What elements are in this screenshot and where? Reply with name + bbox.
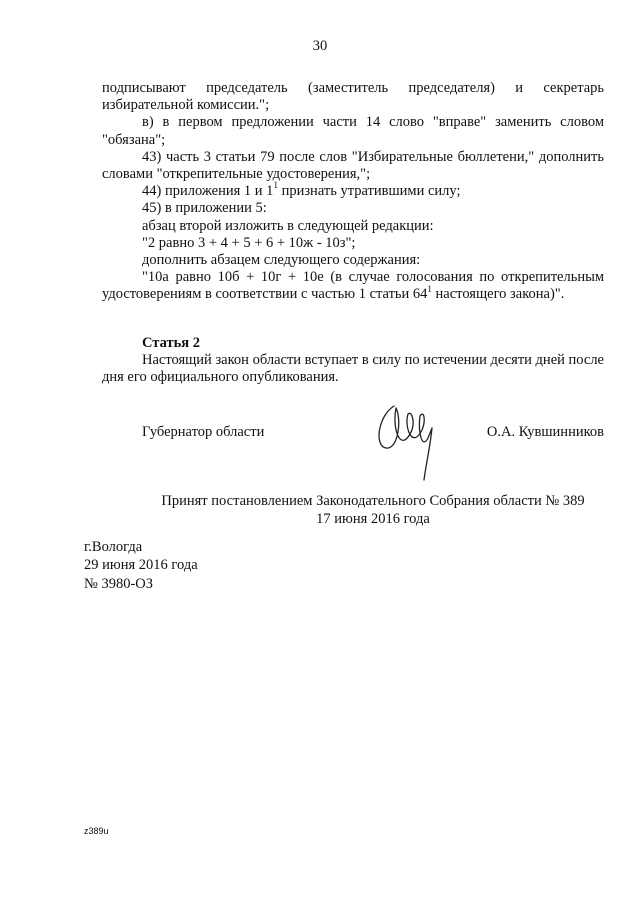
adoption-date: 17 июня 2016 года bbox=[316, 511, 430, 527]
signatory-name: О.А. Кувшинников bbox=[486, 424, 604, 440]
item-44-text-end: признать утратившими силу; bbox=[277, 183, 461, 200]
paragraph-par2-text: "2 равно 3 + 4 + 5 + 6 + 10ж - 10з"; bbox=[142, 234, 356, 251]
law-date: 29 июня 2016 года bbox=[84, 557, 198, 574]
paragraph-item-45: 45) в приложении 5: bbox=[142, 200, 267, 217]
add-superscript: 1 bbox=[427, 283, 432, 294]
law-number: № 3980-ОЗ bbox=[84, 575, 154, 592]
city: г.Вологда bbox=[84, 539, 143, 555]
paragraph-item-v: в) в первом предложении части 14 слово "вправе" заменить словом "обязана"; bbox=[102, 114, 604, 148]
document-body bbox=[102, 80, 604, 386]
paragraph-add-intro: дополнить абзацем следующего содержания: bbox=[142, 252, 421, 269]
adoption-block bbox=[140, 492, 606, 528]
paragraph-par2-intro: абзац второй изложить в следующей редакции: bbox=[142, 217, 434, 234]
signatory-title: Губернатор области bbox=[142, 424, 265, 440]
item-44-text: 44) приложения 1 и 1 bbox=[142, 183, 274, 200]
article-2-text: Настоящий закон области вступает в силу по истечении десяти дней после дня его официального опубликования. bbox=[102, 351, 604, 386]
footer-code: z389u bbox=[84, 826, 109, 836]
add-text: "10а равно 10б + 10г + 10е (в случае голосования по открепительным удостоверениям в соответствии с частью 1 статьи 64 bbox=[102, 269, 604, 303]
article-2-heading: Статья 2 bbox=[142, 334, 200, 351]
adoption-resolution: Принят постановлением Законодательного Собрания области № 389 bbox=[161, 493, 585, 509]
paragraph-item-44 bbox=[102, 180, 604, 200]
paragraph-add-text bbox=[102, 269, 604, 303]
handwritten-signature bbox=[372, 398, 438, 482]
page-number: 30 bbox=[312, 38, 328, 54]
paragraph-signers: подписывают председатель (заместитель председателя) и секретарь избирательной комиссии."; bbox=[102, 80, 604, 114]
paragraph-item-43: 43) часть 3 статьи 79 после слов "Избирательные бюллетени," дополнить словами "открепительные удостоверения,"; bbox=[102, 148, 604, 183]
item-44-superscript: 1 bbox=[273, 180, 278, 191]
place-date-block bbox=[84, 538, 198, 593]
add-text-end: настоящего закона)". bbox=[431, 286, 565, 303]
